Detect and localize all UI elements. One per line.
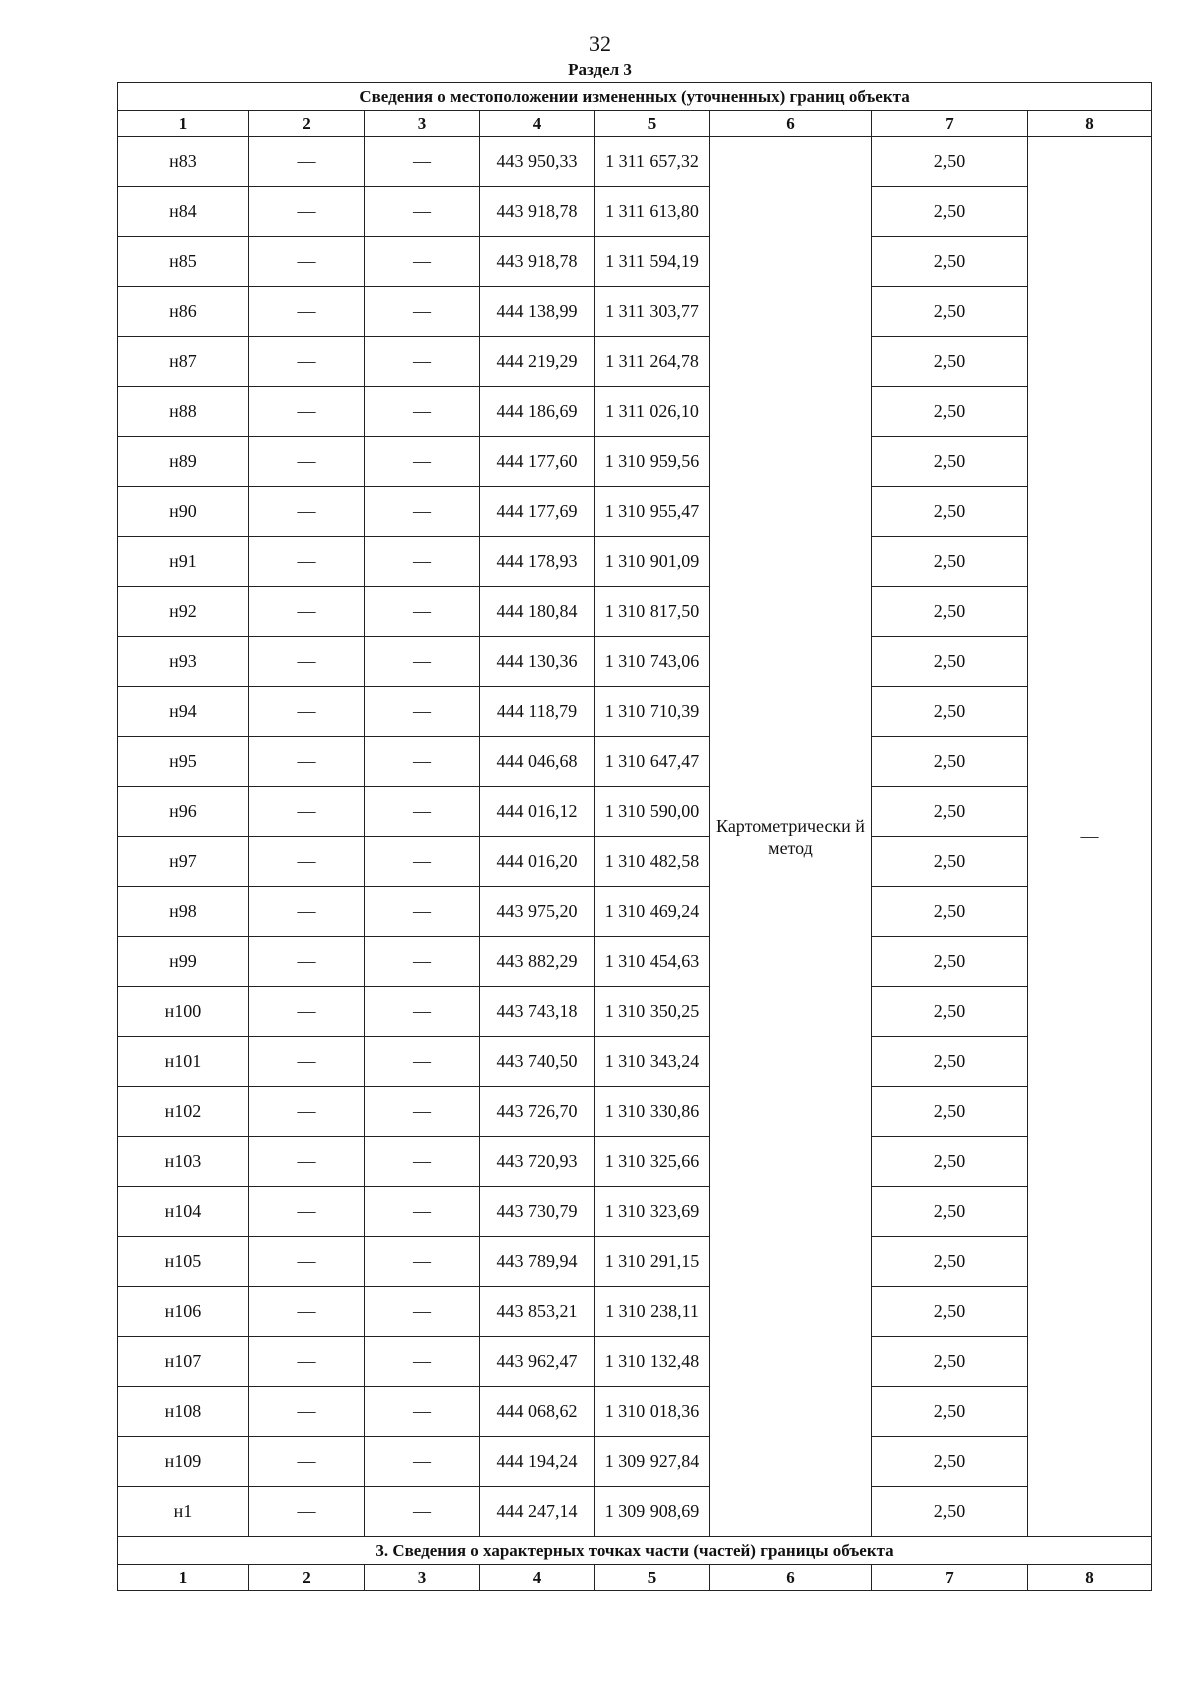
accuracy-cell: 2,50 (872, 387, 1028, 437)
x-coordinate-cell: 444 247,14 (480, 1487, 595, 1537)
y-coordinate-cell: 1 310 325,66 (595, 1137, 710, 1187)
x-coordinate-cell: 444 194,24 (480, 1437, 595, 1487)
accuracy-cell: 2,50 (872, 337, 1028, 387)
x-coordinate-cell: 443 918,78 (480, 187, 595, 237)
y-coordinate-cell: 1 311 613,80 (595, 187, 710, 237)
y-coordinate-cell: 1 310 647,47 (595, 737, 710, 787)
x-coordinate-cell: 443 726,70 (480, 1087, 595, 1137)
y-coordinate-cell: 1 310 710,39 (595, 687, 710, 737)
accuracy-cell: 2,50 (872, 587, 1028, 637)
y-coordinate-cell: 1 310 350,25 (595, 987, 710, 1037)
point-id-cell: н83 (118, 137, 249, 187)
x-coordinate-cell: 444 016,12 (480, 787, 595, 837)
table-row (118, 437, 1152, 487)
dash-cell: — (249, 487, 365, 537)
table-row (118, 637, 1152, 687)
column-number: 5 (595, 111, 710, 137)
table-row (118, 987, 1152, 1037)
column-number: 4 (480, 111, 595, 137)
accuracy-cell: 2,50 (872, 487, 1028, 537)
table-row (118, 137, 1152, 187)
point-id-cell: н95 (118, 737, 249, 787)
dash-cell: — (365, 937, 480, 987)
point-id-cell: н85 (118, 237, 249, 287)
table-row (118, 687, 1152, 737)
dash-cell: — (365, 887, 480, 937)
dash-cell: — (249, 1287, 365, 1337)
x-coordinate-cell: 444 068,62 (480, 1387, 595, 1437)
accuracy-cell: 2,50 (872, 1237, 1028, 1287)
dash-cell: — (249, 787, 365, 837)
y-coordinate-cell: 1 311 264,78 (595, 337, 710, 387)
x-coordinate-cell: 443 962,47 (480, 1337, 595, 1387)
point-id-cell: н102 (118, 1087, 249, 1137)
column-number: 6 (710, 111, 872, 137)
table-row (118, 1087, 1152, 1137)
dash-cell: — (249, 287, 365, 337)
accuracy-cell: 2,50 (872, 887, 1028, 937)
accuracy-cell: 2,50 (872, 1387, 1028, 1437)
x-coordinate-cell: 443 740,50 (480, 1037, 595, 1087)
x-coordinate-cell: 444 016,20 (480, 837, 595, 887)
page-number: 32 (589, 31, 611, 56)
table-row (118, 937, 1152, 987)
x-coordinate-cell: 443 950,33 (480, 137, 595, 187)
y-coordinate-cell: 1 310 959,56 (595, 437, 710, 487)
y-coordinate-cell: 1 310 590,00 (595, 787, 710, 837)
point-id-cell: н91 (118, 537, 249, 587)
column-number: 1 (118, 1565, 249, 1591)
point-id-cell: н84 (118, 187, 249, 237)
x-coordinate-cell: 444 177,60 (480, 437, 595, 487)
column-number: 2 (249, 111, 365, 137)
y-coordinate-cell: 1 310 955,47 (595, 487, 710, 537)
table-row (118, 337, 1152, 387)
dash-cell: — (365, 837, 480, 887)
dash-cell: — (365, 687, 480, 737)
dash-cell: — (365, 1037, 480, 1087)
y-coordinate-cell: 1 310 018,36 (595, 1387, 710, 1437)
dash-cell: — (249, 1387, 365, 1437)
dash-cell: — (365, 1387, 480, 1437)
column-number-row (118, 111, 1152, 137)
dash-cell: — (249, 1037, 365, 1087)
dash-cell: — (249, 1187, 365, 1237)
x-coordinate-cell: 443 882,29 (480, 937, 595, 987)
x-coordinate-cell: 443 789,94 (480, 1237, 595, 1287)
table-row (118, 237, 1152, 287)
column-number: 3 (365, 1565, 480, 1591)
point-id-cell: н99 (118, 937, 249, 987)
y-coordinate-cell: 1 310 901,09 (595, 537, 710, 587)
point-id-cell: н86 (118, 287, 249, 337)
point-id-cell: н103 (118, 1137, 249, 1187)
table-row (118, 1487, 1152, 1537)
table-row (118, 1037, 1152, 1087)
column-number: 7 (872, 111, 1028, 137)
x-coordinate-cell: 444 177,69 (480, 487, 595, 537)
x-coordinate-cell: 444 186,69 (480, 387, 595, 437)
accuracy-cell: 2,50 (872, 1187, 1028, 1237)
point-id-cell: н108 (118, 1387, 249, 1437)
dash-cell: — (249, 687, 365, 737)
dash-cell: — (365, 1237, 480, 1287)
column-number: 7 (872, 1565, 1028, 1591)
table-row (118, 737, 1152, 787)
accuracy-cell: 2,50 (872, 1037, 1028, 1087)
boundary-points-table (117, 82, 1152, 1591)
accuracy-cell: 2,50 (872, 687, 1028, 737)
dash-cell: — (365, 1287, 480, 1337)
dash-cell: — (365, 187, 480, 237)
point-id-cell: н88 (118, 387, 249, 437)
point-id-cell: н109 (118, 1437, 249, 1487)
x-coordinate-cell: 444 138,99 (480, 287, 595, 337)
dash-cell: — (249, 1137, 365, 1187)
dash-cell: — (249, 387, 365, 437)
dash-cell: — (249, 537, 365, 587)
y-coordinate-cell: 1 311 026,10 (595, 387, 710, 437)
dash-cell: — (249, 437, 365, 487)
point-id-cell: н107 (118, 1337, 249, 1387)
dash-cell: — (365, 737, 480, 787)
table-row (118, 1237, 1152, 1287)
dash-cell: — (365, 287, 480, 337)
point-id-cell: н101 (118, 1037, 249, 1087)
section-title: Раздел 3 (568, 60, 632, 79)
column-number: 2 (249, 1565, 365, 1591)
dash-cell: — (365, 337, 480, 387)
x-coordinate-cell: 443 730,79 (480, 1187, 595, 1237)
y-coordinate-cell: 1 311 657,32 (595, 137, 710, 187)
table-body (118, 83, 1152, 1591)
table-row (118, 487, 1152, 537)
dash-cell: — (365, 437, 480, 487)
dash-cell: — (249, 637, 365, 687)
dash-cell: — (365, 487, 480, 537)
dash-cell: — (249, 737, 365, 787)
dash-cell: — (365, 1437, 480, 1487)
dash-cell: — (249, 837, 365, 887)
table-row (118, 387, 1152, 437)
dash-cell: — (249, 187, 365, 237)
dash-cell: — (365, 137, 480, 187)
table-row (118, 837, 1152, 887)
table-caption-row (118, 83, 1152, 111)
point-id-cell: н105 (118, 1237, 249, 1287)
point-id-cell: н97 (118, 837, 249, 887)
point-id-cell: н96 (118, 787, 249, 837)
accuracy-cell: 2,50 (872, 987, 1028, 1037)
dash-cell: — (365, 1487, 480, 1537)
x-coordinate-cell: 443 853,21 (480, 1287, 595, 1337)
column-number: 8 (1028, 111, 1152, 137)
point-id-cell: н94 (118, 687, 249, 737)
table-row (118, 587, 1152, 637)
accuracy-cell: 2,50 (872, 837, 1028, 887)
dash-cell: — (365, 587, 480, 637)
dash-cell: — (365, 1137, 480, 1187)
y-coordinate-cell: 1 310 323,69 (595, 1187, 710, 1237)
y-coordinate-cell: 1 310 454,63 (595, 937, 710, 987)
table-row (118, 1437, 1152, 1487)
accuracy-cell: 2,50 (872, 1487, 1028, 1537)
y-coordinate-cell: 1 309 927,84 (595, 1437, 710, 1487)
dash-cell: — (249, 587, 365, 637)
y-coordinate-cell: 1 309 908,69 (595, 1487, 710, 1537)
accuracy-cell: 2,50 (872, 1087, 1028, 1137)
table-row (118, 787, 1152, 837)
table-row (118, 1337, 1152, 1387)
point-id-cell: н1 (118, 1487, 249, 1537)
accuracy-cell: 2,50 (872, 437, 1028, 487)
dash-cell: — (249, 1437, 365, 1487)
point-id-cell: н100 (118, 987, 249, 1037)
dash-cell: — (249, 237, 365, 287)
dash-cell: — (249, 987, 365, 1037)
dash-cell: — (249, 1087, 365, 1137)
y-coordinate-cell: 1 311 303,77 (595, 287, 710, 337)
dash-cell: — (365, 1337, 480, 1387)
accuracy-cell: 2,50 (872, 1437, 1028, 1487)
y-coordinate-cell: 1 310 330,86 (595, 1087, 710, 1137)
table-row (118, 887, 1152, 937)
column-number: 3 (365, 111, 480, 137)
y-coordinate-cell: 1 310 291,15 (595, 1237, 710, 1287)
table-row (118, 1387, 1152, 1437)
x-coordinate-cell: 444 130,36 (480, 637, 595, 687)
accuracy-cell: 2,50 (872, 1137, 1028, 1187)
dash-cell: — (249, 1487, 365, 1537)
dash-cell: — (365, 1187, 480, 1237)
dash-cell: — (365, 1087, 480, 1137)
column-number: 8 (1028, 1565, 1152, 1591)
dash-cell: — (249, 1337, 365, 1387)
y-coordinate-cell: 1 310 743,06 (595, 637, 710, 687)
dash-cell: — (365, 787, 480, 837)
x-coordinate-cell: 443 720,93 (480, 1137, 595, 1187)
y-coordinate-cell: 1 310 469,24 (595, 887, 710, 937)
table-row (118, 1187, 1152, 1237)
footer-caption-row (118, 1537, 1152, 1565)
point-id-cell: н89 (118, 437, 249, 487)
method-cell: Картометрически й метод (710, 137, 872, 1537)
point-id-cell: н93 (118, 637, 249, 687)
footer-caption: 3. Сведения о характерных точках части (частей) границы объекта (118, 1537, 1152, 1565)
y-coordinate-cell: 1 310 482,58 (595, 837, 710, 887)
footer-column-number-row (118, 1565, 1152, 1591)
table-caption: Сведения о местоположении измененных (уточненных) границ объекта (118, 83, 1152, 111)
accuracy-cell: 2,50 (872, 137, 1028, 187)
accuracy-cell: 2,50 (872, 787, 1028, 837)
column-number: 1 (118, 111, 249, 137)
x-coordinate-cell: 443 975,20 (480, 887, 595, 937)
dash-cell: — (249, 887, 365, 937)
x-coordinate-cell: 444 046,68 (480, 737, 595, 787)
dash-cell: — (249, 137, 365, 187)
column-number: 6 (710, 1565, 872, 1591)
x-coordinate-cell: 443 743,18 (480, 987, 595, 1037)
dash-cell: — (249, 1237, 365, 1287)
y-coordinate-cell: 1 310 238,11 (595, 1287, 710, 1337)
accuracy-cell: 2,50 (872, 1337, 1028, 1387)
x-coordinate-cell: 443 918,78 (480, 237, 595, 287)
accuracy-cell: 2,50 (872, 287, 1028, 337)
y-coordinate-cell: 1 310 132,48 (595, 1337, 710, 1387)
y-coordinate-cell: 1 310 817,50 (595, 587, 710, 637)
point-id-cell: н98 (118, 887, 249, 937)
dash-cell: — (365, 237, 480, 287)
table-row (118, 1287, 1152, 1337)
x-coordinate-cell: 444 219,29 (480, 337, 595, 387)
column-number: 4 (480, 1565, 595, 1591)
accuracy-cell: 2,50 (872, 637, 1028, 687)
point-id-cell: н87 (118, 337, 249, 387)
column-number: 5 (595, 1565, 710, 1591)
dash-cell: — (249, 337, 365, 387)
x-coordinate-cell: 444 180,84 (480, 587, 595, 637)
point-id-cell: н106 (118, 1287, 249, 1337)
accuracy-cell: 2,50 (872, 237, 1028, 287)
dash-cell: — (249, 937, 365, 987)
column8-cell: — (1028, 137, 1152, 1537)
point-id-cell: н104 (118, 1187, 249, 1237)
dash-cell: — (365, 987, 480, 1037)
accuracy-cell: 2,50 (872, 537, 1028, 587)
table-row (118, 287, 1152, 337)
x-coordinate-cell: 444 118,79 (480, 687, 595, 737)
x-coordinate-cell: 444 178,93 (480, 537, 595, 587)
dash-cell: — (365, 637, 480, 687)
dash-cell: — (365, 387, 480, 437)
y-coordinate-cell: 1 311 594,19 (595, 237, 710, 287)
dash-cell: — (365, 537, 480, 587)
accuracy-cell: 2,50 (872, 1287, 1028, 1337)
y-coordinate-cell: 1 310 343,24 (595, 1037, 710, 1087)
table-row (118, 1137, 1152, 1187)
point-id-cell: н90 (118, 487, 249, 537)
accuracy-cell: 2,50 (872, 937, 1028, 987)
table-row (118, 187, 1152, 237)
accuracy-cell: 2,50 (872, 187, 1028, 237)
point-id-cell: н92 (118, 587, 249, 637)
accuracy-cell: 2,50 (872, 737, 1028, 787)
table-row (118, 537, 1152, 587)
